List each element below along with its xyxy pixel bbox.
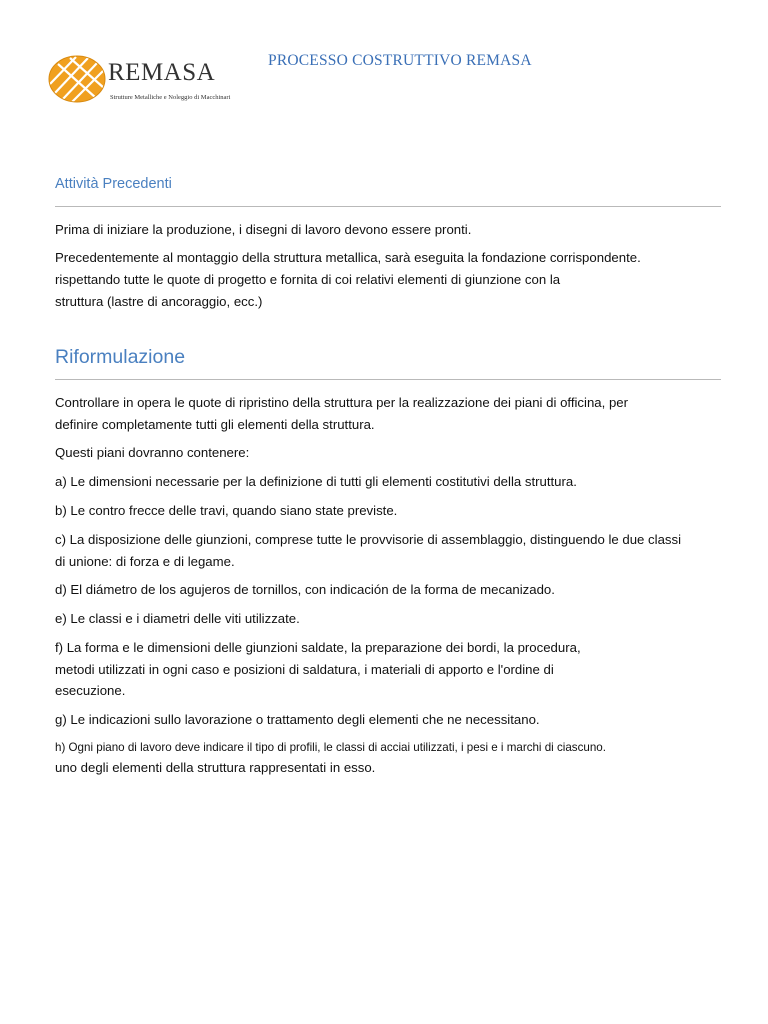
paragraph [55, 392, 721, 435]
logo-emblem-icon [48, 54, 106, 104]
list-item-h-continuation: uno degli elementi della struttura rappresentati in esso. [55, 759, 376, 775]
paragraph-line: c) La disposizione delle giunzioni, comprese tutte le provvisorie di assemblaggio, distinguendo le due classi [55, 532, 682, 547]
logo-name: REMASA [108, 59, 216, 86]
paragraph-line: struttura (lastre di ancoraggio, ecc.) [55, 294, 263, 309]
list-item-c [55, 529, 721, 572]
paragraph-line: rispettando tutte le quote di progetto e fornita di coi relativi elementi di giunzione con la [55, 272, 561, 287]
heading-divider [55, 379, 721, 380]
list-item-g: g) Le indicazioni sullo lavorazione o trattamento degli elementi che ne necessitano. [55, 711, 540, 727]
paragraph-line: Precedentemente al montaggio della struttura metallica, sarà eseguita la fondazione corrispondente. [55, 250, 641, 265]
logo-tagline: Strutture Metalliche e Noleggio di Macchinari [110, 94, 231, 101]
paragraph-line: di unione: di forza e di legame. [55, 553, 235, 569]
list-item-a: a) Le dimensioni necessarie per la definizione di tutti gli elementi costitutivi della struttura. [55, 474, 577, 489]
paragraph-line: metodi utilizzati in ogni caso e posizioni di saldatura, i materiali di apporto e l'ordine di [55, 661, 554, 677]
section-heading: Attività Precedenti [55, 176, 172, 192]
list-item-f [55, 637, 721, 702]
list-item-b: b) Le contro frecce delle travi, quando siano state previste. [55, 503, 398, 518]
list-item-d: d) El diámetro de los agujeros de tornillos, con indicación de la forma de mecanizado. [55, 582, 555, 597]
paragraph-line: definire completamente tutti gli elementi della struttura. [55, 416, 375, 432]
paragraph-line: f) La forma e le dimensioni delle giunzioni saldate, la preparazione dei bordi, la procedura, [55, 640, 581, 655]
heading-divider [55, 206, 721, 207]
paragraph: Prima di iniziare la produzione, i disegni di lavoro devono essere pronti. [55, 222, 472, 237]
section-riformulazione [55, 344, 721, 779]
section-attivita-precedenti [55, 174, 721, 313]
company-logo [48, 52, 231, 108]
list-item-e: e) Le classi e i diametri delle viti utilizzate. [55, 611, 300, 626]
list-lead: Questi piani dovranno contenere: [55, 445, 250, 460]
section-heading: Riformulazione [55, 346, 186, 368]
paragraph-line: Controllare in opera le quote di ripristino della struttura per la realizzazione dei piani di officina, per [55, 395, 628, 410]
document-title: PROCESSO COSTRUTTIVO REMASA [268, 52, 532, 69]
list-item-h: h) Ogni piano di lavoro deve indicare il tipo di profili, le classi di acciai utilizzati, i pesi e i marchi di ciascuno. [55, 740, 606, 754]
paragraph-line: esecuzione. [55, 683, 126, 698]
paragraph [55, 247, 721, 313]
